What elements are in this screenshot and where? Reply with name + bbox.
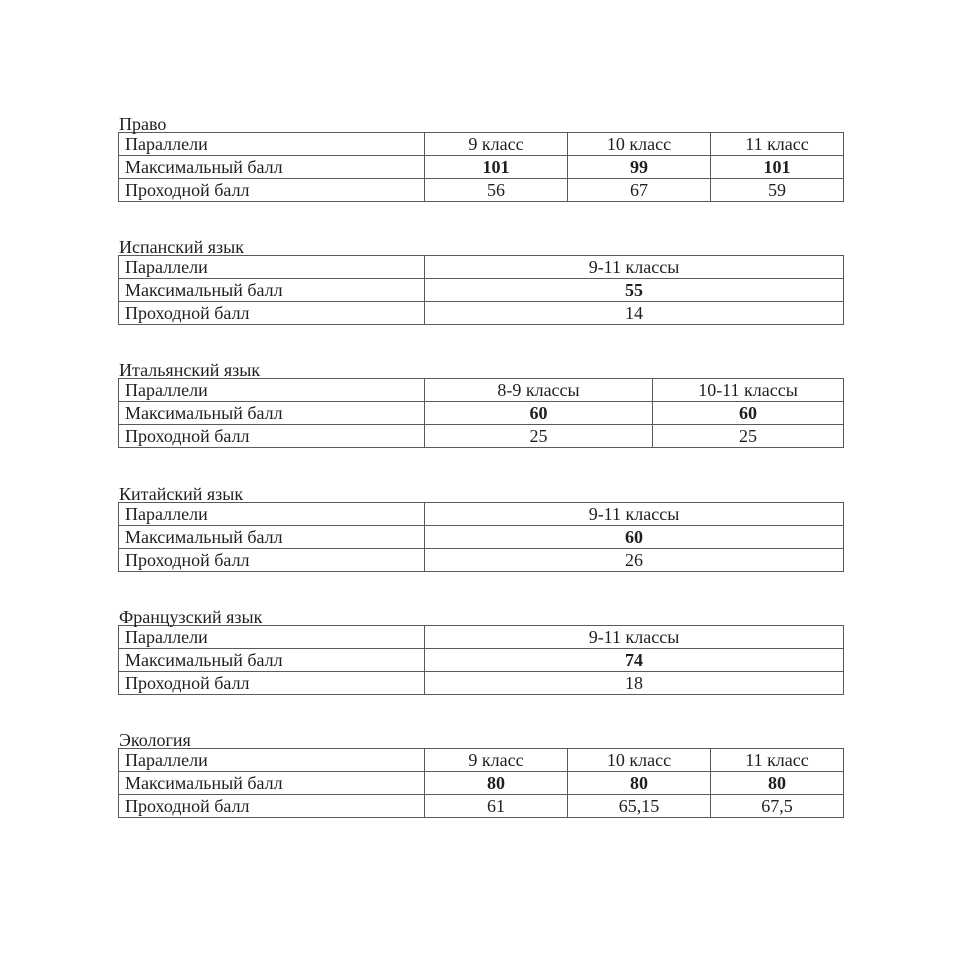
row-label: Максимальный балл xyxy=(119,772,425,795)
score-table xyxy=(118,625,844,695)
row-label: Параллели xyxy=(119,256,425,279)
table-row-max-score xyxy=(119,649,844,672)
pass-score-cell: 65,15 xyxy=(568,795,711,818)
row-label: Максимальный балл xyxy=(119,526,425,549)
row-label: Максимальный балл xyxy=(119,279,425,302)
section-title: Испанский язык xyxy=(119,237,244,257)
section-pravo xyxy=(118,114,844,202)
row-label: Проходной балл xyxy=(119,795,425,818)
column-header: 9 класс xyxy=(425,749,568,772)
table-row-max-score xyxy=(119,279,844,302)
pass-score-cell: 25 xyxy=(425,425,653,448)
pass-score-cell: 67,5 xyxy=(711,795,844,818)
row-label: Проходной балл xyxy=(119,302,425,325)
column-header: 9-11 классы xyxy=(425,503,844,526)
max-score-cell: 55 xyxy=(425,279,844,302)
pass-score-cell: 25 xyxy=(653,425,844,448)
score-table xyxy=(118,502,844,572)
max-score-cell: 60 xyxy=(425,402,653,425)
section-title: Право xyxy=(119,114,167,134)
column-header: 10 класс xyxy=(568,133,711,156)
row-label: Максимальный балл xyxy=(119,402,425,425)
table-row-parallels xyxy=(119,749,844,772)
table-row-max-score xyxy=(119,526,844,549)
column-header: 10 класс xyxy=(568,749,711,772)
column-header: 11 класс xyxy=(711,749,844,772)
max-score-cell: 99 xyxy=(568,156,711,179)
column-header: 8-9 классы xyxy=(425,379,653,402)
table-row-pass-score xyxy=(119,672,844,695)
section-title: Итальянский язык xyxy=(119,360,261,380)
table-row-max-score xyxy=(119,402,844,425)
pass-score-cell: 59 xyxy=(711,179,844,202)
column-header: 9 класс xyxy=(425,133,568,156)
pass-score-cell: 26 xyxy=(425,549,844,572)
row-label: Параллели xyxy=(119,503,425,526)
pass-score-cell: 18 xyxy=(425,672,844,695)
section-title: Французский язык xyxy=(119,607,263,627)
column-header: 9-11 классы xyxy=(425,256,844,279)
score-table xyxy=(118,255,844,325)
max-score-cell: 101 xyxy=(425,156,568,179)
row-label: Максимальный балл xyxy=(119,649,425,672)
table-row-pass-score xyxy=(119,302,844,325)
section-title: Китайский язык xyxy=(119,484,244,504)
table-row-pass-score xyxy=(119,549,844,572)
column-header: 11 класс xyxy=(711,133,844,156)
pass-score-cell: 67 xyxy=(568,179,711,202)
table-row-max-score xyxy=(119,156,844,179)
table-row-max-score xyxy=(119,772,844,795)
row-label: Максимальный балл xyxy=(119,156,425,179)
table-row-pass-score xyxy=(119,179,844,202)
table-row-pass-score xyxy=(119,425,844,448)
row-label: Проходной балл xyxy=(119,549,425,572)
table-row-pass-score xyxy=(119,795,844,818)
max-score-cell: 80 xyxy=(425,772,568,795)
max-score-cell: 60 xyxy=(425,526,844,549)
row-label: Параллели xyxy=(119,749,425,772)
row-label: Параллели xyxy=(119,133,425,156)
max-score-cell: 60 xyxy=(653,402,844,425)
pass-score-cell: 56 xyxy=(425,179,568,202)
row-label: Проходной балл xyxy=(119,672,425,695)
score-table xyxy=(118,378,844,448)
table-row-parallels xyxy=(119,626,844,649)
row-label: Проходной балл xyxy=(119,179,425,202)
pass-score-cell: 61 xyxy=(425,795,568,818)
score-table xyxy=(118,748,844,818)
row-label: Параллели xyxy=(119,626,425,649)
score-table xyxy=(118,132,844,202)
section-spanish xyxy=(118,237,844,325)
max-score-cell: 80 xyxy=(711,772,844,795)
section-chinese xyxy=(118,484,844,572)
column-header: 10-11 классы xyxy=(653,379,844,402)
table-row-parallels xyxy=(119,503,844,526)
table-row-parallels xyxy=(119,256,844,279)
table-row-parallels xyxy=(119,133,844,156)
max-score-cell: 101 xyxy=(711,156,844,179)
row-label: Проходной балл xyxy=(119,425,425,448)
max-score-cell: 74 xyxy=(425,649,844,672)
section-title: Экология xyxy=(119,730,191,750)
column-header: 9-11 классы xyxy=(425,626,844,649)
row-label: Параллели xyxy=(119,379,425,402)
pass-score-cell: 14 xyxy=(425,302,844,325)
table-row-parallels xyxy=(119,379,844,402)
section-french xyxy=(118,607,844,695)
section-italian xyxy=(118,360,844,448)
max-score-cell: 80 xyxy=(568,772,711,795)
section-ecology xyxy=(118,730,844,818)
